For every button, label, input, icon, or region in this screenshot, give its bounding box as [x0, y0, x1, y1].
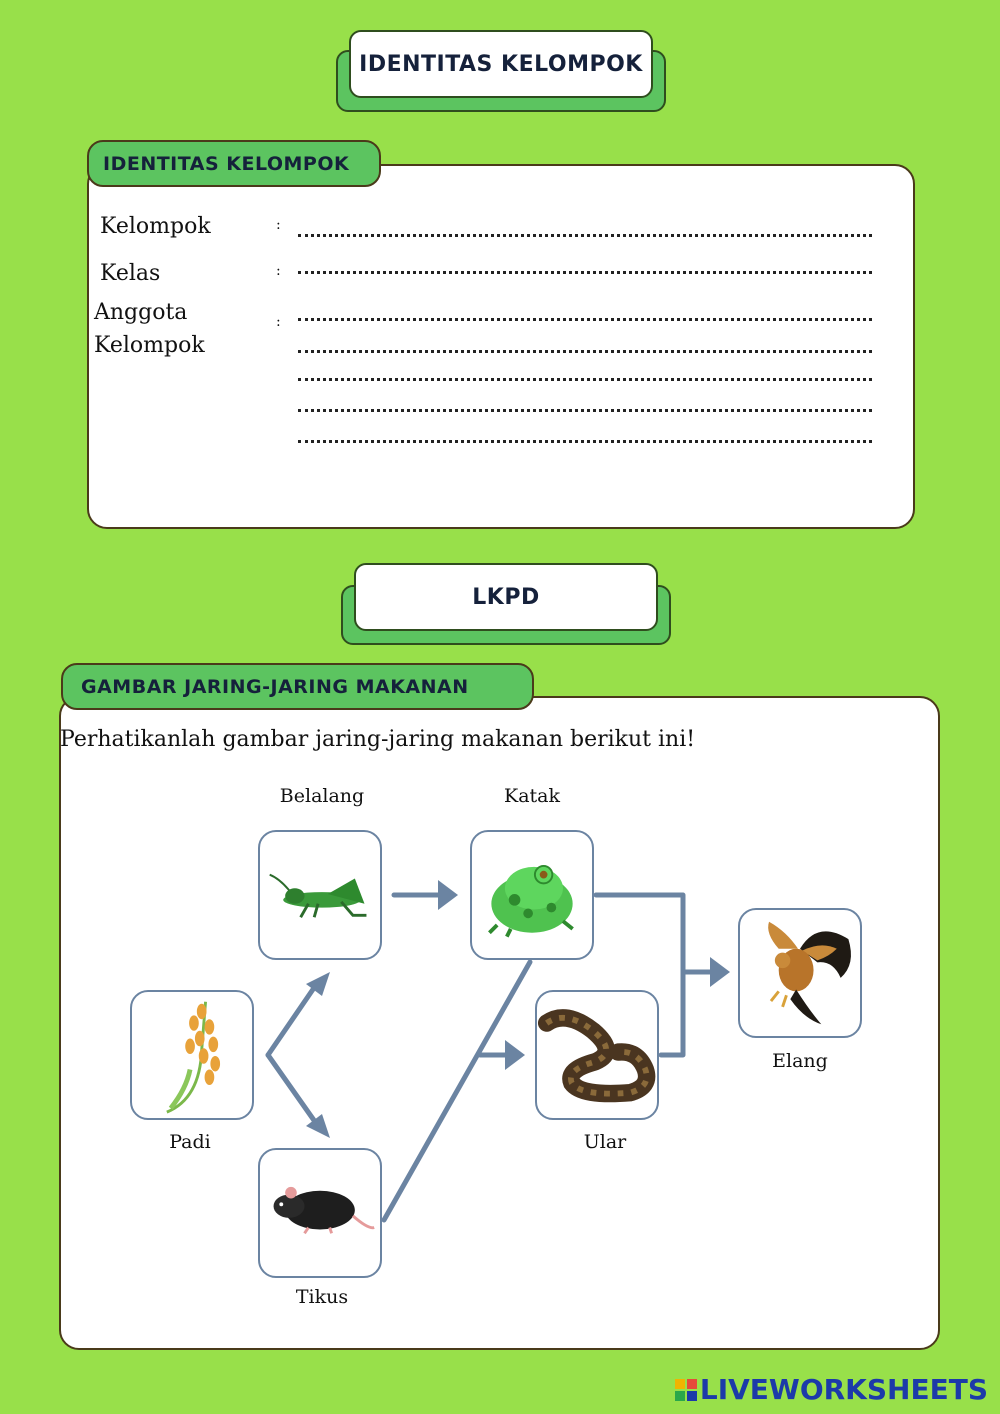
node-tikus: [258, 1148, 382, 1278]
field-colon: :: [276, 263, 281, 279]
field-colon: :: [276, 314, 281, 330]
identity-tab: IDENTITAS KELOMPOK: [87, 140, 381, 187]
arrow-tikus-ular: [384, 962, 530, 1220]
liveworksheets-footer: [674, 1373, 988, 1406]
rice-plant-icon: [132, 992, 252, 1118]
eagle-icon: [740, 910, 860, 1036]
field-label-kelas: Kelas: [100, 261, 161, 286]
lkpd-title: LKPD: [354, 563, 658, 631]
field-label-kelompok: Kelompok: [100, 214, 211, 239]
field-label-kelompok-2: Kelompok: [94, 333, 205, 358]
field-colon: :: [276, 217, 281, 233]
footer-brand: LIVEWORKSHEETS: [699, 1373, 988, 1406]
label-elang: Elang: [772, 1050, 828, 1072]
label-belalang: Belalang: [279, 785, 365, 807]
label-padi: Padi: [169, 1131, 211, 1153]
food-web-instruction: Perhatikanlah gambar jaring-jaring makanan berikut ini!: [60, 727, 696, 752]
node-ular: [535, 990, 659, 1120]
snake-icon: [537, 992, 657, 1118]
label-ular: Ular: [583, 1131, 627, 1153]
arrow-padi-tikus: [268, 1055, 318, 1126]
header-title: IDENTITAS KELOMPOK: [349, 30, 653, 98]
label-tikus: Tikus: [295, 1286, 349, 1308]
food-web-tab: GAMBAR JARING-JARING MAKANAN: [61, 663, 534, 710]
node-katak: [470, 830, 594, 960]
field-label-anggota: Anggota: [94, 300, 188, 325]
liveworksheets-logo-icon: [674, 1378, 698, 1402]
mouse-icon: [260, 1150, 380, 1276]
label-katak: Katak: [504, 785, 560, 807]
node-belalang: [258, 830, 382, 960]
arrow-padi-belalang: [268, 982, 318, 1055]
node-padi: [130, 990, 254, 1120]
frog-icon: [472, 832, 592, 958]
grasshopper-icon: [260, 832, 380, 958]
node-elang: [738, 908, 862, 1038]
